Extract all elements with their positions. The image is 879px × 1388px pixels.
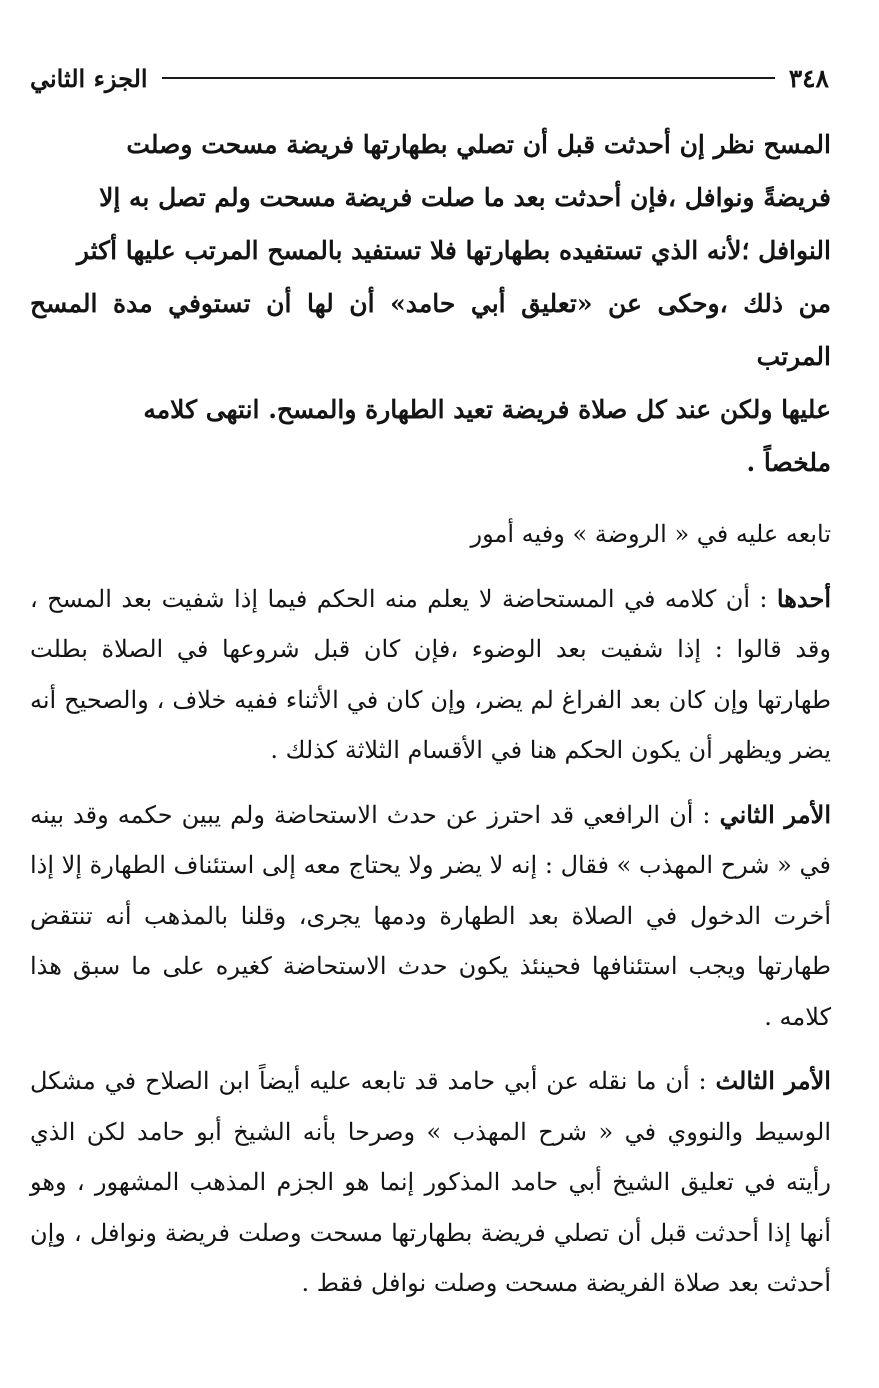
- point-three-lead: الأمر الثالث: [715, 1066, 831, 1095]
- intro-paragraph: [30, 118, 831, 489]
- intro-line: ملخصاً .: [746, 448, 831, 477]
- point-two-text: : أن الرافعي قد احترز عن حدث الاستحاضة ولم يبين حكمه وقد بينه في « شرح المهذب » فقال : إنه لا يضر ولا يحتاج معه إلى استئناف الطهارة إلا إذا أخرت الدخول في الصلاة بعد الطهارة ودمها يجرى، وقلنا بالمذهب أنه تنتقض طهارتها ويجب استئنافها فحينئذ يكون حدث الاستحاضة كغيره على ما سبق هذا كلامه .: [30, 800, 831, 1031]
- follow-line: تابعه عليه في « الروضة » وفيه أمور: [470, 520, 831, 548]
- point-two-lead: الأمر الثاني: [719, 799, 831, 829]
- intro-line: المسح نظر إن أحدثت قبل أن تصلي بطهارتها فريضة مسحت وصلت: [126, 130, 831, 159]
- intro-line: فريضةً ونوافل ،فإن أحدثت بعد ما صلت فريضة مسحت ولم تصل به إلا: [99, 183, 831, 212]
- point-one-lead: أحدها: [776, 583, 831, 613]
- point-one-text: : أن كلامه في المستحاضة لا يعلم منه الحكم فيما إذا شفيت بعد المسح ، وقد قالوا : إذا شفيت بعد الوضوء ،فإن كان قبل شروعها في الصلاة بطلت طهارتها وإن كان بعد الفراغ لم يضر، وإن كان في الأثناء ففيه خلاف ، والصحيح أنه يضر ويظهر أن يكون الحكم هنا في الأقسام الثلاثة كذلك .: [30, 584, 831, 764]
- intro-line: من ذلك ،وحكى عن «تعليق أبي حامد» أن لها أن تستوفي مدة المسح المرتب: [30, 289, 831, 371]
- page-body: [30, 118, 831, 1309]
- point-one: [30, 574, 831, 776]
- intro-line: عليها ولكن عند كل صلاة فريضة تعيد الطهارة والمسح. انتهى كلامه: [143, 395, 831, 424]
- point-three: [30, 1056, 831, 1309]
- point-two: [30, 790, 831, 1043]
- intro-line: النوافل ؛لأنه الذي تستفيده بطهارتها فلا تستفيد بالمسح المرتب عليها أكثر: [76, 236, 831, 265]
- point-three-text: : أن ما نقله عن أبي حامد قد تابعه عليه أيضاً ابن الصلاح في مشكل الوسيط والنووي في « شرح المهذب » وصرحا بأنه الشيخ أبو حامد لكن الذي رأيته في تعليق الشيخ أبي حامد المذكور إنما هو الجزم المذهب المشهور ، وهو أنها إذا أحدثت قبل أن تصلي فريضة بطهارتها مسحت وصلت فريضة ونوافل ، وإن أحدثت بعد صلاة الفريضة مسحت وصلت نوافل فقط .: [30, 1067, 831, 1297]
- page-header: [30, 58, 829, 98]
- page-number: ٣٤٨: [788, 63, 829, 93]
- header-rule: [162, 77, 775, 79]
- part-title: الجزء الثاني: [30, 63, 148, 93]
